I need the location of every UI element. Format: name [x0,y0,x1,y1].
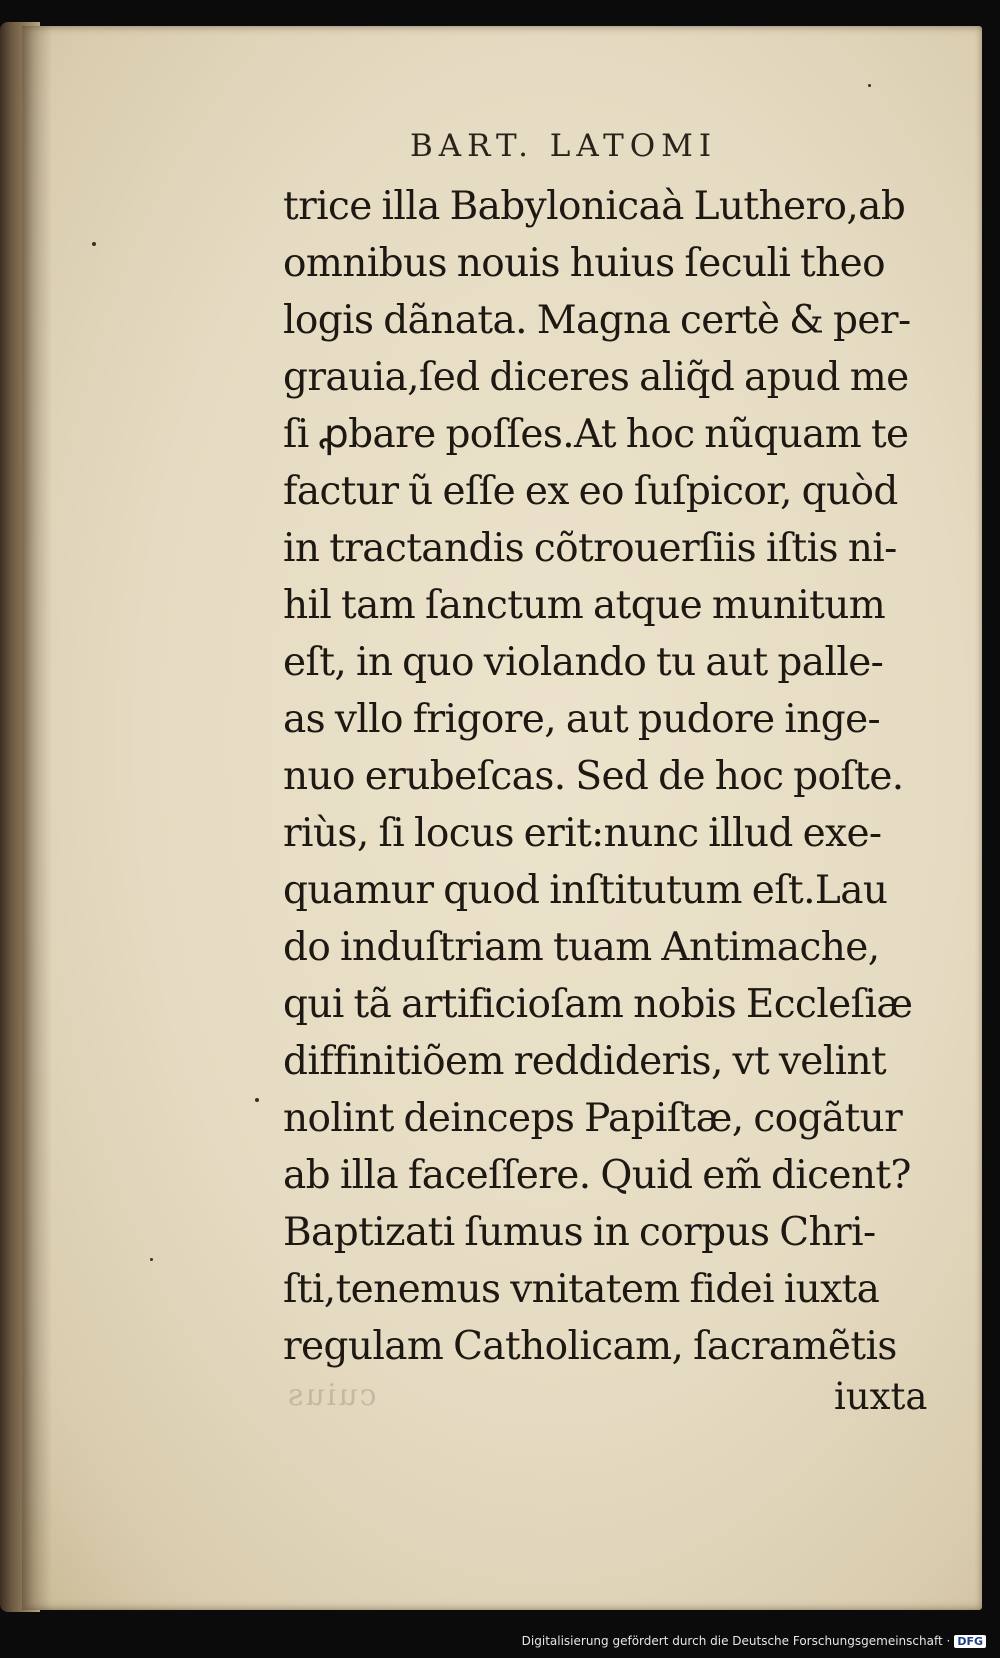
digitization-credit [522,1634,986,1648]
catchword: iuxta [834,1375,928,1418]
text-line: nuo erubeſcas. Sed de hoc poſte. [283,754,904,799]
text-line: in tractandis cõtrouerſiis iſtis ni- [283,526,897,571]
text-line: hil tam ſanctum atque munitum [283,583,886,628]
text-line: regulam Catholicam, ſacramẽtis [283,1324,897,1369]
text-line: qui tã artificioſam nobis Eccleſiæ [283,982,913,1027]
text-line: do induſtriam tuam Antimache, [283,925,880,970]
text-line: logis dãnata. Magna certè & per- [283,298,911,343]
dfg-logo-icon: DFG [954,1635,986,1648]
text-line: ab illa faceſſere. Quid em̃ dicent? [283,1153,911,1198]
text-line: omnibus nouis huius ſeculi theo [283,241,885,286]
ink-speck [92,242,96,246]
text-line: trice illa Babylonicaà Luthero,ab [283,184,906,229]
ink-speck [150,1258,153,1261]
text-line: grauia,ſed diceres aliq̃d apud me [283,355,909,400]
ink-speck [868,84,871,87]
running-head: BART. LATOMI [410,128,718,164]
gutter-shadow [22,26,52,1610]
text-line: quamur quod inſtitutum eſt.Lau [283,868,888,913]
text-line: diffinitiõem reddideris, vt velint [283,1039,887,1084]
text-line: riùs, ſi locus erit:nunc illud exe- [283,811,882,856]
text-line: nolint deinceps Papiſtæ, cogãtur [283,1096,903,1141]
text-line: eſt, in quo violando tu aut palle- [283,640,884,685]
bleed-through-text: cuius [286,1378,377,1413]
text-line: ſi ꝓbare poſſes.At hoc nũquam te [283,412,909,457]
credit-text: Digitalisierung gefördert durch die Deutsche Forschungsgemeinschaft · [521,1634,951,1648]
text-line: ſti,tenemus vnitatem fidei iuxta [283,1267,880,1312]
body-text [283,178,943,1375]
text-line: factur ũ eſſe ex eo ſuſpicor, quòd [283,469,898,514]
text-line: Baptizati ſumus in corpus Chri- [283,1210,876,1255]
ink-speck [255,1098,259,1102]
text-line: as vllo frigore, aut pudore inge- [283,697,881,742]
